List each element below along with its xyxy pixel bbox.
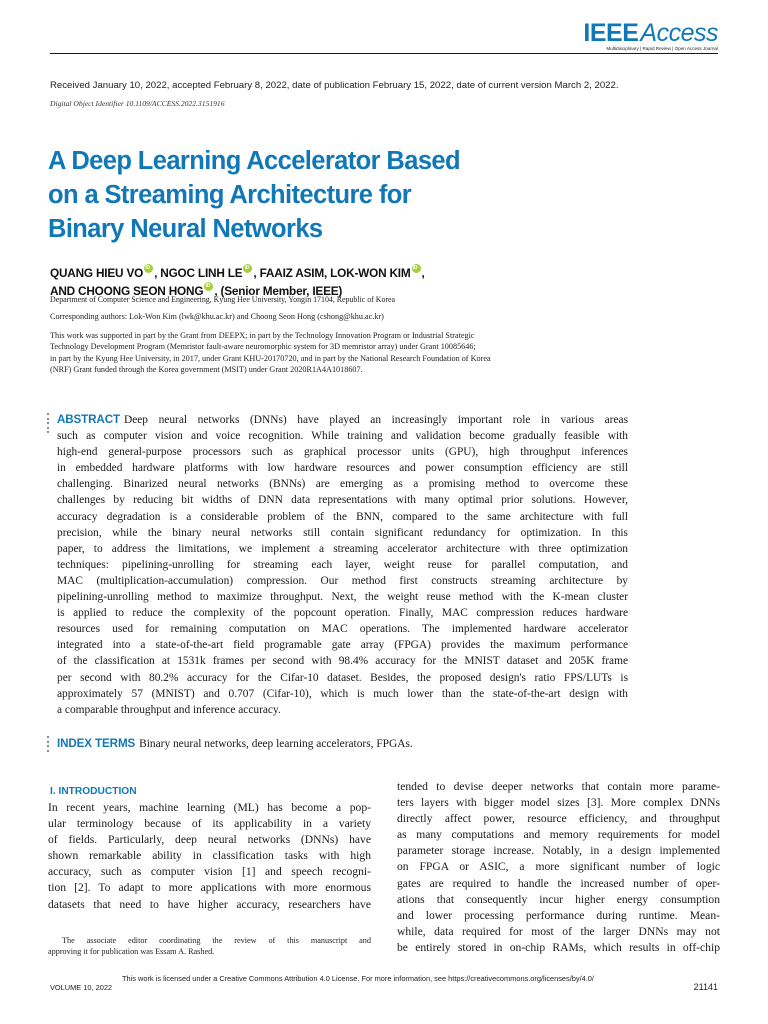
footnote-line: approving it for publication was Essam A. Rashed. <box>48 947 215 957</box>
index-terms-heading: INDEX TERMS <box>57 737 136 750</box>
abstract-body <box>57 412 628 718</box>
abstract-line: such as computer vision and voice recognition. While training and validation become gradually feasible with <box>57 430 628 443</box>
paper-title <box>48 144 528 246</box>
funding-line: Technology Development Program (Memristor fault-aware neuromorphic system for 3D memristor array) under Grant 10085646; <box>50 342 476 352</box>
body-line: shown remarkable ability in classification tasks with high <box>48 849 371 863</box>
abstract-line: in embedded hardware platforms with low hardware resources and power consumption efficiency are still <box>57 462 628 475</box>
title-line: Binary Neural Networks <box>48 215 323 243</box>
orcid-icon[interactable] <box>412 264 421 273</box>
abstract-line: techniques: pipelining-unrolling for streaming each layer, weight reuse for parallel computation, and <box>57 558 628 571</box>
abstract-line: Deep neural networks (DNNs) have played an increasingly important role in various areas <box>123 414 628 426</box>
author-name: , NGOC LINH LE <box>154 266 243 280</box>
abstract-line: precision, while the binary neural networks still contain significant redundancy for optimization. In this <box>57 526 628 539</box>
funding-line: (NRF) Grant funded through the Korea government (MSIT) under Grant 2020R1A4A1018607. <box>50 365 363 375</box>
body-line: while, data required for most of the larger DNNs may not <box>397 924 720 938</box>
abstract-dots-icon <box>47 413 50 436</box>
author-name: , FAAIZ ASIM, LOK-WON KIM <box>253 266 411 280</box>
abstract-line: integrated into a state-of-the-art field programable gate array (FPGA) provides the maximum performance <box>57 639 628 652</box>
body-line: tended to devise deeper networks that contain more parame- <box>397 780 720 793</box>
index-terms-text: Binary neural networks, deep learning accelerators, FPGAs. <box>139 738 413 750</box>
body-line: parameter storage increase. Notably, in a design implemented <box>397 844 720 858</box>
body-line: be entirely stored in on-chip RAMs, which results in off-chip <box>397 940 720 954</box>
intro-left-column <box>48 800 371 913</box>
abstract-line: challenges by reducing bit widths of DNN data representations with many optimal prior solutions. However, <box>57 494 628 507</box>
funding-line: in part by the Kyung Hee University, in 2017, under Grant KHU-20170720, and in part by the National Research Foundation of Korea <box>50 353 491 363</box>
received-dates: Received January 10, 2022, accepted February 8, 2022, date of publication February 15, 2022, date of current version March 2, 2022. <box>50 80 619 91</box>
body-line: accuracy, such as computer vision [1] and speech recogni- <box>48 865 371 879</box>
abstract-line: of the classification at 1531k frames per second with 98.4% accuracy for the MNIST dataset and 205K frame <box>57 655 628 668</box>
body-line: as many computations and memory requirements for model <box>397 828 720 842</box>
abstract-line: challenging. Binarized neural networks (BNNs) are emerging as a promising method to overcome these <box>57 478 628 491</box>
abstract-line: approximately 57 (MNIST) and 0.707 (Cifar-10), which is much lower than the state-of-the-art design with <box>57 687 628 700</box>
license-notice[interactable]: This work is licensed under a Creative Commons Attribution 4.0 License. For more information, see https://creativecommons.org/licenses/by/4.0/ <box>122 974 594 983</box>
index-terms <box>57 737 413 750</box>
body-line: and lower processing performance during runtime. Mean- <box>397 908 720 922</box>
abstract-line: pipelining-unrolling method to maximize throughput. Next, the weight reuse method with the K-mean cluster <box>57 591 628 604</box>
affiliation: Department of Computer Science and Engineering, Kyung Hee University, Yongin 17104, Republic of Korea <box>50 295 396 304</box>
abstract-line: paper, to address the limitations, we implement a streaming accelerator architecture with three optimization <box>57 542 628 555</box>
orcid-icon[interactable] <box>144 264 153 273</box>
logo-ieee: IEEE <box>583 19 639 47</box>
abstract-heading: ABSTRACT <box>57 413 120 426</box>
header-rule <box>50 53 718 54</box>
abstract-line: MAC (multiplication-accumulation) compression. Our method first constructs streaming architecture by <box>57 574 628 587</box>
funding-statement <box>50 330 650 376</box>
journal-logo <box>583 20 718 46</box>
title-line: A Deep Learning Accelerator Based <box>48 147 460 175</box>
abstract-line: per second with 80.2% accuracy for the Cifar-10 dataset. Besides, the proposed design's ratio FPS/LUTs is <box>57 671 628 684</box>
corresponding-authors: Corresponding authors: Lok-Won Kim (lwk@khu.ac.kr) and Choong Seon Hong (cshong@khu.ac.kr) <box>50 312 384 321</box>
body-line: directly affect power, resource efficiency, and throughput <box>397 812 720 826</box>
abstract-line: accuracy degradation is a considerable problem of the BNN, compared to the same architecture with full <box>57 510 628 523</box>
author-name: AND CHOONG SEON HONG <box>50 284 204 298</box>
abstract-line: high-end general-purpose processors such as graphical processor units (GPU), high throughput inferences <box>57 446 628 459</box>
index-terms-dots-icon <box>47 736 50 754</box>
author-separator: , <box>421 266 425 280</box>
abstract-line: a comparable throughput and inference accuracy. <box>57 703 281 716</box>
logo-access: Access <box>640 19 718 47</box>
funding-line: This work was supported in part by the Grant from DEEPX; in part by the Technology Innovation Program or Industrial Strategic <box>50 331 475 340</box>
abstract-line: is applied to reduce the complexity of the popcount operation. Finally, MAC compression reduces hardware <box>57 607 628 620</box>
section-heading-introduction: I. INTRODUCTION <box>50 786 137 797</box>
footnote-line: The associate editor coordinating the review of this manuscript and <box>62 936 371 945</box>
orcid-icon[interactable] <box>204 282 213 291</box>
intro-right-column <box>397 779 720 956</box>
body-line: In recent years, machine learning (ML) has become a pop- <box>48 801 371 814</box>
volume-label: VOLUME 10, 2022 <box>50 983 113 992</box>
doi: Digital Object Identifier 10.1109/ACCESS.2022.3151916 <box>50 99 225 108</box>
orcid-icon[interactable] <box>243 264 252 273</box>
body-line: ations that consequently incur higher energy consumption <box>397 892 720 906</box>
body-line: datasets that need to have higher accuracy, researchers have <box>48 897 371 911</box>
body-line: of fields. Particularly, deep neural networks (DNNs) have <box>48 833 371 847</box>
abstract-line: resources used for remaining computation on MAC operations. The implemented hardware accelerator <box>57 623 628 636</box>
author-membership: , (Senior Member, IEEE) <box>214 284 343 298</box>
title-line: on a Streaming Architecture for <box>48 181 412 209</box>
body-line: ters layers with bigger model sizes [3]. More complex DNNs <box>397 796 720 810</box>
editor-footnote <box>48 935 371 957</box>
author-name: QUANG HIEU VO <box>50 266 144 280</box>
page-number: 21141 <box>693 982 718 992</box>
body-line: on FPGA or ASIC, a more significant number of logic <box>397 860 720 874</box>
body-line: tion [2]. To adapt to more applications with more enormous <box>48 881 371 895</box>
logo-tagline: Multidisciplinary | Rapid Review | Open Access Journal <box>606 46 718 51</box>
body-line: gates are required to handle the increased number of oper- <box>397 876 720 890</box>
body-line: ular terminology because of its applicability in a variety <box>48 817 371 831</box>
